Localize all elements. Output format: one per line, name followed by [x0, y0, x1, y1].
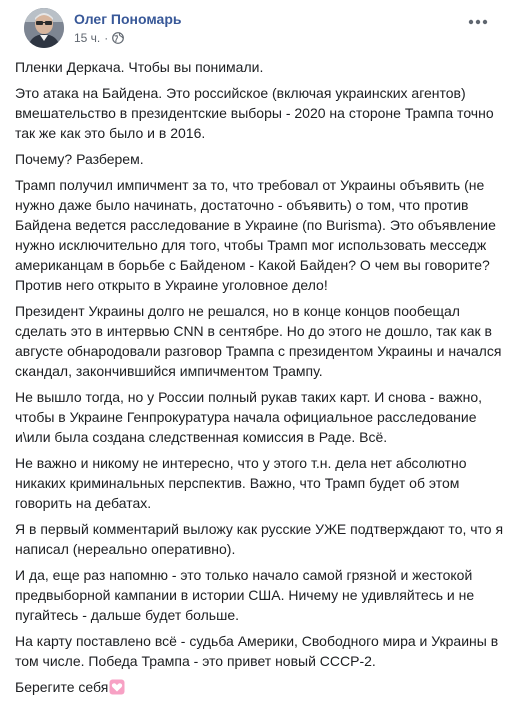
post-paragraph: Я в первый комментарий выложу как русские УЖЕ подтверждают то, что я написал (нереально оперативно).: [15, 521, 504, 557]
post-paragraph: Не вышло тогда, но у России полный рукав таких карт. И снова - важно, чтобы в Украине Генпрокуратура начала официальное расследование и\или была создана следственная комиссия в Раде. Всё.: [15, 389, 483, 445]
post-time[interactable]: 15 ч.: [74, 31, 101, 45]
author-name[interactable]: Олег Пономарь: [74, 11, 182, 27]
post-paragraph: Пленки Деркача. Чтобы вы понимали.: [15, 59, 264, 75]
avatar[interactable]: [24, 8, 64, 48]
post-paragraph: И да, еще раз напомню - это только начало самой грязной и жестокой предвыборной кампании в истории США. Ничему не удивляйтесь и не пугайтесь - дальше будет больше.: [15, 567, 475, 623]
globe-icon: [112, 32, 124, 44]
closing-text: Берегите себя: [15, 679, 109, 695]
post-paragraph: Трамп получил импичмент за то, что требовал от Украины объявить (не нужно даже было начинать, достаточно - объявить) о том, что против Байдена ведется расследование в Украине (по Burisma). Это объявление нужно исключительно для того, чтобы Трамп мог использовать месседж американцам в борьбе с Байденом - Какой Байден? О чем вы говорите? Против него открыто в Украине уголовное дело!: [15, 177, 496, 293]
post-header: [12, 0, 504, 60]
post-paragraph: Президент Украины долго не решался, но в конце концов пообещал сделать это в интервью CNN в сентябре. Но до этого не дошло, так как в августе обнародовали разговор Трампа с президентом Украины и начался скандал, закончившийся импичментом Трампу.: [15, 303, 502, 379]
more-options-icon[interactable]: [466, 12, 490, 32]
post-paragraph: Почему? Разберем.: [15, 151, 144, 167]
meta-separator: ·: [104, 31, 109, 45]
heart-icon: [109, 679, 125, 695]
post-paragraph: Это атака на Байдена. Это российское (включая украинских агентов) вмешательство в президентские выборы - 2020 на стороне Трампа точно так же как это было и в 2016.: [15, 85, 494, 141]
post-meta: [74, 31, 124, 45]
post-body: [15, 57, 504, 703]
post-closing: [15, 677, 504, 697]
profile-photo: [24, 8, 64, 48]
post-paragraph: Не важно и никому не интересно, что у этого т.н. дела нет абсолютно никаких криминальных перспектив. Важно, что Трамп будет об этом говорить на дебатах.: [15, 455, 467, 511]
post-paragraph: На карту поставлено всё - судьба Америки, Свободного мира и Украины в том числе. Победа Трампа - это привет новый СССР-2.: [15, 633, 499, 669]
